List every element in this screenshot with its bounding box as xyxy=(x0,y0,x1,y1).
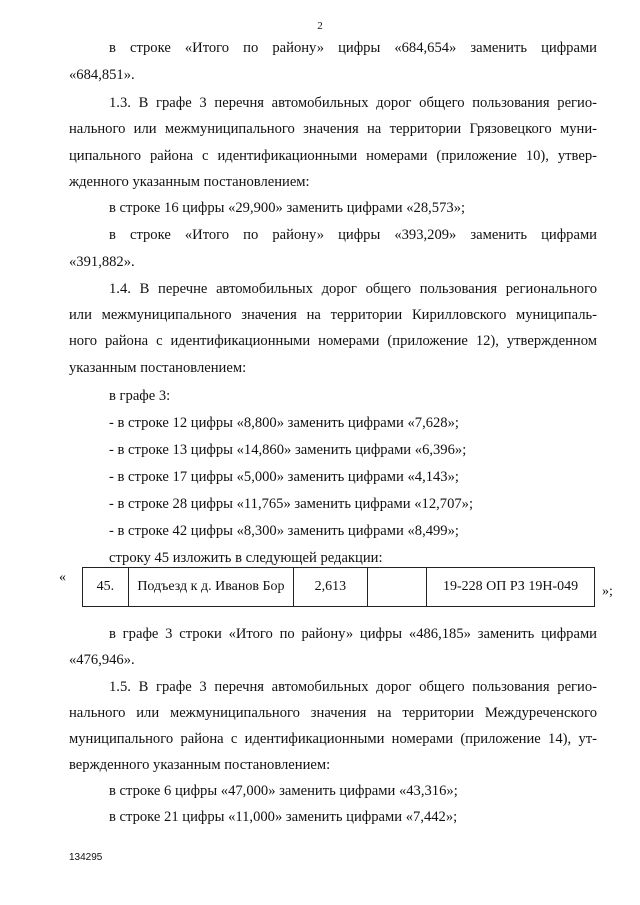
table-cell-road-name: Подъезд к д. Иванов Бор xyxy=(128,568,293,607)
table-cell-road-id: 19-228 ОП РЗ 19Н-049 xyxy=(427,568,595,607)
text-line: - в строке 28 цифры «11,765» заменить цифрами «12,707»; xyxy=(109,496,474,512)
table-row xyxy=(83,568,595,607)
text-line: в графе 3: xyxy=(109,388,171,404)
table-cell-number: 45. xyxy=(83,568,129,607)
text-line: - в строке 12 цифры «8,800» заменить цифрами «7,628»; xyxy=(109,415,459,431)
text-line: в строке 6 цифры «47,000» заменить цифрами «43,316»; xyxy=(109,783,458,799)
text-line: в строке 21 цифры «11,000» заменить цифрами «7,442»; xyxy=(109,809,458,825)
close-quote: »; xyxy=(602,584,613,599)
table-cell-length: 2,613 xyxy=(294,568,368,607)
text-line: указанным постановлением: xyxy=(69,360,247,376)
text-line: в графе 3 строки «Итого по району» цифры «486,185» заменить цифрами xyxy=(109,626,597,642)
text-line: «684,851». xyxy=(69,67,135,83)
text-line: - в строке 17 цифры «5,000» заменить цифрами «4,143»; xyxy=(109,469,459,485)
text-line: «476,946». xyxy=(69,652,135,668)
open-quote: « xyxy=(59,570,66,585)
text-line: жденного указанным постановлением: xyxy=(69,174,310,190)
text-line: вержденного указанным постановлением: xyxy=(69,757,331,773)
road-row-table xyxy=(82,567,595,607)
text-line: - в строке 42 цифры «8,300» заменить цифрами «8,499»; xyxy=(109,523,459,539)
text-line: «391,882». xyxy=(69,254,135,270)
text-line: 1.5. В графе 3 перечня автомобильных дорог общего пользования регио- xyxy=(109,679,597,695)
table-cell-empty xyxy=(367,568,426,607)
text-line: в строке «Итого по району» цифры «684,654» заменить цифрами xyxy=(109,40,597,56)
text-line: нального или межмуниципального значения на территории Междуреченского xyxy=(69,705,597,721)
text-line: муниципального района с идентификационными номерами (приложение 14), ут- xyxy=(69,731,597,747)
text-line: ципального района с идентификационными номерами (приложение 10), утвер- xyxy=(69,148,597,164)
document-code: 134295 xyxy=(69,852,103,863)
text-line: строку 45 изложить в следующей редакции: xyxy=(109,550,383,566)
text-line: в строке 16 цифры «29,900» заменить цифрами «28,573»; xyxy=(109,200,466,216)
text-line: - в строке 13 цифры «14,860» заменить цифрами «6,396»; xyxy=(109,442,467,458)
text-line: в строке «Итого по району» цифры «393,209» заменить цифрами xyxy=(109,227,597,243)
text-line: ного района с идентификационными номерами (приложение 12), утвержденном xyxy=(69,333,597,349)
page-number: 2 xyxy=(317,20,323,32)
text-line: 1.3. В графе 3 перечня автомобильных дорог общего пользования регио- xyxy=(109,95,597,111)
text-line: нального или межмуниципального значения на территории Грязовецкого муни- xyxy=(69,121,597,137)
text-line: или межмуниципального значения на территории Кирилловского муниципаль- xyxy=(69,307,597,323)
text-line: 1.4. В перечне автомобильных дорог общего пользования регионального xyxy=(109,281,597,297)
